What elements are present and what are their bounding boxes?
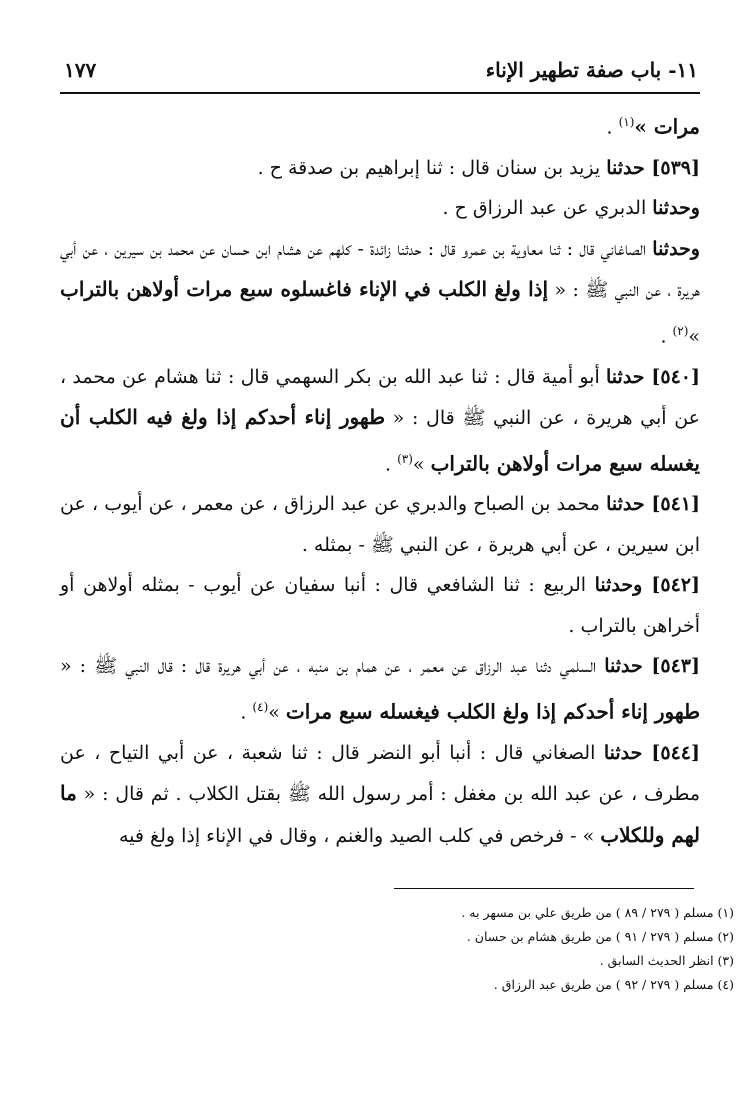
footnote-item: (٣) انظر الحديث السابق .	[599, 953, 734, 968]
hadith-544	[60, 733, 700, 857]
hadith-number: [٥٤٢]	[642, 574, 700, 597]
quote-close: »	[412, 452, 431, 475]
paragraph-tail: » - فرخص في كلب الصيد والغنم ، وقال في الإناء إذا ولغ فيه	[118, 824, 601, 847]
isnad-text: الصاغاني قال : ثنا معاوية بن عمرو قال : حدثنا زائدة - كلهم عن هشام ابن حسان عن محمد بن سيرين ، عن أبي هريرة ، عن النبي ﷺ : «	[60, 237, 700, 302]
footnote-item: (٤) مسلم ( ٢٧٩ / ٩٢ ) من طريق عبد الرزاق .	[493, 977, 734, 992]
narration-word: حدثنا	[604, 655, 643, 678]
narration-word: حدثنا	[603, 741, 643, 764]
quote-close: »	[268, 701, 286, 724]
hadith-matn: طهور إناء أحدكم إذا ولغ الكلب فيغسله سبع مرات	[285, 699, 700, 724]
hadith-matn: ما لهم وللكلاب	[60, 781, 700, 847]
hadith-number: [٥٤٣]	[642, 655, 701, 678]
isnad-text: محمد بن الصباح والدبري عن عبد الرزاق ، عن معمر ، عن أيوب ، عن ابن سيرين ، عن أبي هريرة ، عن النبي ﷺ - بمثله .	[60, 493, 700, 556]
isnad-line	[60, 188, 700, 229]
paragraph-tail: .	[384, 452, 398, 475]
hadith-541	[60, 484, 700, 565]
hadith-number: [٥٣٩]	[644, 156, 700, 179]
narration-word: وحدثنا	[652, 197, 700, 220]
paragraph-tail: .	[606, 116, 619, 139]
isnad-text: الصغاني قال : أنبا أبو النضر قال : ثنا شعبة ، عن أبي التياح ، عن مطرف ، عن عبد الله بن مغفل : أمر رسول الله ﷺ بقتل الكلاب . ثم قال : «	[60, 741, 700, 806]
footnote-ref: (١)	[618, 115, 635, 129]
footnote-ref: (٢)	[672, 323, 689, 338]
footnote-item: (٢) مسلم ( ٢٧٩ / ٩١ ) من طريق هشام بن حسان .	[466, 929, 734, 944]
hadith-matn: طهور إناء أحدكم إذا ولغ فيه الكلب أن يغسله سبع مرات أولاهن بالتراب	[60, 405, 700, 475]
narration-word: حدثنا	[606, 156, 645, 179]
isnad-text: أبو أمية قال : ثنا عبد الله بن بكر السهمي قال : ثنا هشام عن محمد ، عن أبي هريرة ، عن النبي ﷺ قال : «	[60, 365, 700, 430]
hadith-matn: إذا ولغ الكلب في الإناء فاغسلوه سبع مرات أولاهن بالتراب	[60, 277, 549, 302]
quote-close: »	[688, 325, 700, 348]
paragraph-tail: .	[240, 701, 253, 724]
hadith-542	[60, 565, 700, 646]
page-number: ١٧٧	[64, 58, 97, 82]
footnote-ref: (٤)	[252, 699, 269, 714]
narration-word: وحدثنا	[594, 574, 643, 597]
hadith-543	[60, 646, 700, 732]
paragraph-tail: .	[660, 325, 673, 348]
narration-word: وحدثنا	[652, 237, 700, 260]
chapter-title: ١١- باب صفة تطهير الإناء	[485, 58, 698, 82]
page	[60, 52, 700, 856]
footnotes	[394, 888, 734, 997]
narration-word: حدثنا	[606, 365, 645, 388]
hadith-number: [٥٤٤]	[642, 741, 700, 764]
page-header	[60, 52, 700, 94]
main-text	[60, 102, 700, 856]
hadith-number: [٥٤٠]	[644, 365, 700, 388]
hadith-540	[60, 357, 700, 485]
footnote-item: (١) مسلم ( ٢٧٩ / ٨٩ ) من طريق علي بن مسهر به .	[461, 905, 734, 920]
hadith-539	[60, 148, 700, 189]
paragraph-continuation	[60, 102, 700, 148]
isnad-line	[60, 229, 700, 357]
isnad-text: الدبري عن عبد الرزاق ح .	[442, 197, 653, 220]
paragraph-prefix: مرات »	[634, 114, 700, 139]
narration-word: حدثنا	[606, 493, 645, 516]
footnote-ref: (٣)	[397, 451, 413, 466]
hadith-number: [٥٤١]	[644, 493, 700, 516]
isnad-text: السلمي دثنا عبد الرزاق عن معمر ، عن همام بن منبه ، عن أبي هريرة قال : قال النبي ﷺ : «	[60, 655, 605, 678]
isnad-text: الربيع : ثنا الشافعي قال : أنبا سفيان عن أيوب - بمثله أولاهن أو أخراهن بالتراب .	[60, 574, 700, 637]
isnad-text: يزيد بن سنان قال : ثنا إبراهيم بن صدقة ح .	[257, 156, 607, 179]
